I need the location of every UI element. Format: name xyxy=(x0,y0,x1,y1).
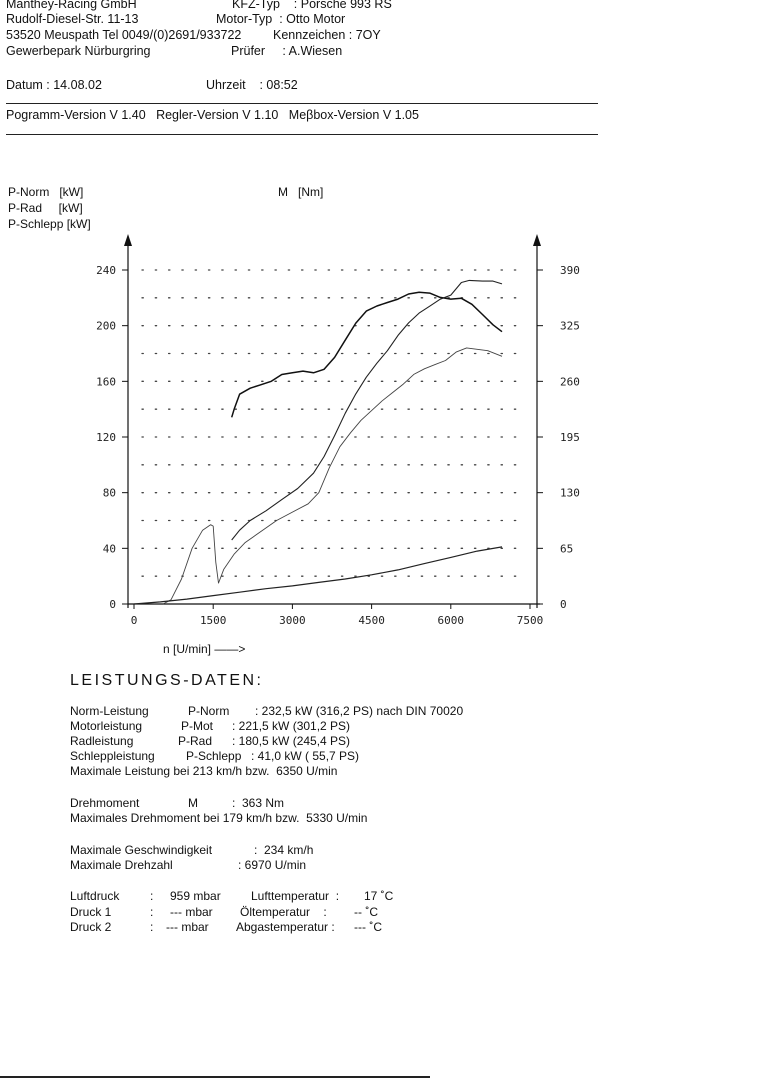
norm-value: : 232,5 kW (316,2 PS) nach DIN 70020 xyxy=(255,704,464,718)
datum: Datum : 14.08.02 xyxy=(6,78,102,92)
y-right-arrow xyxy=(533,234,541,246)
footer-rule xyxy=(0,1076,430,1078)
y-right-tick-label: 0 xyxy=(560,598,567,611)
y-left-tick-label: 40 xyxy=(102,542,116,556)
norm-label: Norm-Leistung xyxy=(70,704,149,718)
series-m xyxy=(232,292,502,417)
y-right-tick-label: 65 xyxy=(560,542,574,556)
pruefer: Prüfer : A.Wiesen xyxy=(231,44,343,58)
y-right-tick-label: 325 xyxy=(560,319,580,333)
y-left-tick-label: 120 xyxy=(96,431,116,444)
y-right-tick-label: 195 xyxy=(560,431,580,444)
env-value: --- mbar xyxy=(166,920,209,934)
rad-label: Radleistung xyxy=(70,734,134,748)
env-temp-label: Öltemperatur : xyxy=(240,905,327,919)
series-p-rad xyxy=(163,348,502,604)
chart-axes xyxy=(124,234,541,608)
rad-symbol: P-Rad xyxy=(178,734,213,748)
schlepp-symbol: P-Schlepp xyxy=(186,749,242,763)
y-left-title-pnorm: P-Norm [kW] xyxy=(8,185,84,199)
torque-value: : 363 Nm xyxy=(232,796,285,810)
env-value: 959 mbar xyxy=(170,889,221,903)
kennzeichen: Kennzeichen : 7OY xyxy=(273,28,381,42)
y-right-title: M [Nm] xyxy=(278,185,324,199)
env-colon: : xyxy=(150,920,154,934)
chart-grid xyxy=(142,270,526,576)
x-tick-label: 7500 xyxy=(516,614,544,627)
y-left-arrow xyxy=(124,234,132,246)
chart-series xyxy=(134,280,502,604)
kfz-typ: KFZ-Typ : Porsche 993 RS xyxy=(232,0,392,11)
env-value: --- mbar xyxy=(170,905,213,919)
section-title: LEISTUNGS-DATEN: xyxy=(70,672,264,689)
series-p-norm xyxy=(232,280,502,540)
max-speed-label: Maximale Geschwindigkeit xyxy=(70,843,213,857)
y-right-tick-label: 260 xyxy=(560,375,580,389)
y-right-tick-label: 390 xyxy=(560,264,580,277)
y-left-tick-label: 200 xyxy=(96,319,116,333)
env-label: Luftdruck xyxy=(70,889,120,903)
torque-symbol: M xyxy=(188,796,198,810)
motor-typ: Motor-Typ : Otto Motor xyxy=(216,12,346,26)
chart-ticks xyxy=(96,264,580,627)
y-left-tick-label: 240 xyxy=(96,264,116,277)
motor-symbol: P-Mot xyxy=(181,719,214,733)
max-speed-value: : 234 km/h xyxy=(254,843,314,857)
x-axis-label: n [U/min] ——> xyxy=(163,642,246,656)
schlepp-label: Schleppleistung xyxy=(70,749,155,763)
uhrzeit: Uhrzeit : 08:52 xyxy=(206,78,298,92)
company-park: Gewerbepark Nürburgring xyxy=(6,44,151,58)
env-temp-value: 17 ˚C xyxy=(364,889,394,903)
motor-label: Motorleistung xyxy=(70,719,143,733)
max-torque: Maximales Drehmoment bei 179 km/h bzw. 5330 U/min xyxy=(70,811,368,825)
y-right-tick-label: 130 xyxy=(560,486,580,500)
norm-symbol: P-Norm xyxy=(188,704,230,718)
env-temp-label: Lufttemperatur : xyxy=(251,889,340,903)
rad-value: : 180,5 kW (245,4 PS) xyxy=(232,734,351,748)
x-tick-label: 3000 xyxy=(279,614,306,627)
version-info: Pogramm-Version V 1.40 Regler-Version V 1.10 Meβbox-Version V 1.05 xyxy=(6,108,419,122)
y-left-tick-label: 160 xyxy=(96,375,116,389)
motor-value: : 221,5 kW (301,2 PS) xyxy=(232,719,351,733)
x-tick-label: 1500 xyxy=(199,614,227,627)
y-left-tick-label: 80 xyxy=(102,486,116,500)
max-power: Maximale Leistung bei 213 km/h bzw. 6350 U/min xyxy=(70,764,338,778)
company-name: Manthey-Racing GmbH xyxy=(6,0,137,11)
company-city-phone: 53520 Meuspath Tel 0049/(0)2691/933722 xyxy=(6,28,242,42)
torque-label: Drehmoment xyxy=(70,796,140,810)
x-tick-label: 0 xyxy=(130,614,138,627)
env-temp-label: Abgastemperatur : xyxy=(236,920,335,934)
company-street: Rudolf-Diesel-Str. 11-13 xyxy=(6,12,139,26)
y-left-tick-label: 0 xyxy=(109,598,116,611)
env-colon: : xyxy=(150,905,154,919)
schlepp-value: : 41,0 kW ( 55,7 PS) xyxy=(251,749,360,763)
max-rpm-label: Maximale Drehzahl xyxy=(70,858,173,872)
x-tick-label: 6000 xyxy=(437,614,465,627)
max-rpm-value: : 6970 U/min xyxy=(238,858,307,872)
x-tick-label: 4500 xyxy=(358,614,385,627)
env-colon: : xyxy=(150,889,154,903)
env-temp-value: -- ˚C xyxy=(354,905,378,919)
env-temp-value: --- ˚C xyxy=(354,920,382,934)
env-label: Druck 1 xyxy=(70,905,112,919)
env-label: Druck 2 xyxy=(70,920,112,934)
y-left-title-pschlepp: P-Schlepp [kW] xyxy=(8,217,91,231)
y-left-title-prad: P-Rad [kW] xyxy=(8,201,83,215)
